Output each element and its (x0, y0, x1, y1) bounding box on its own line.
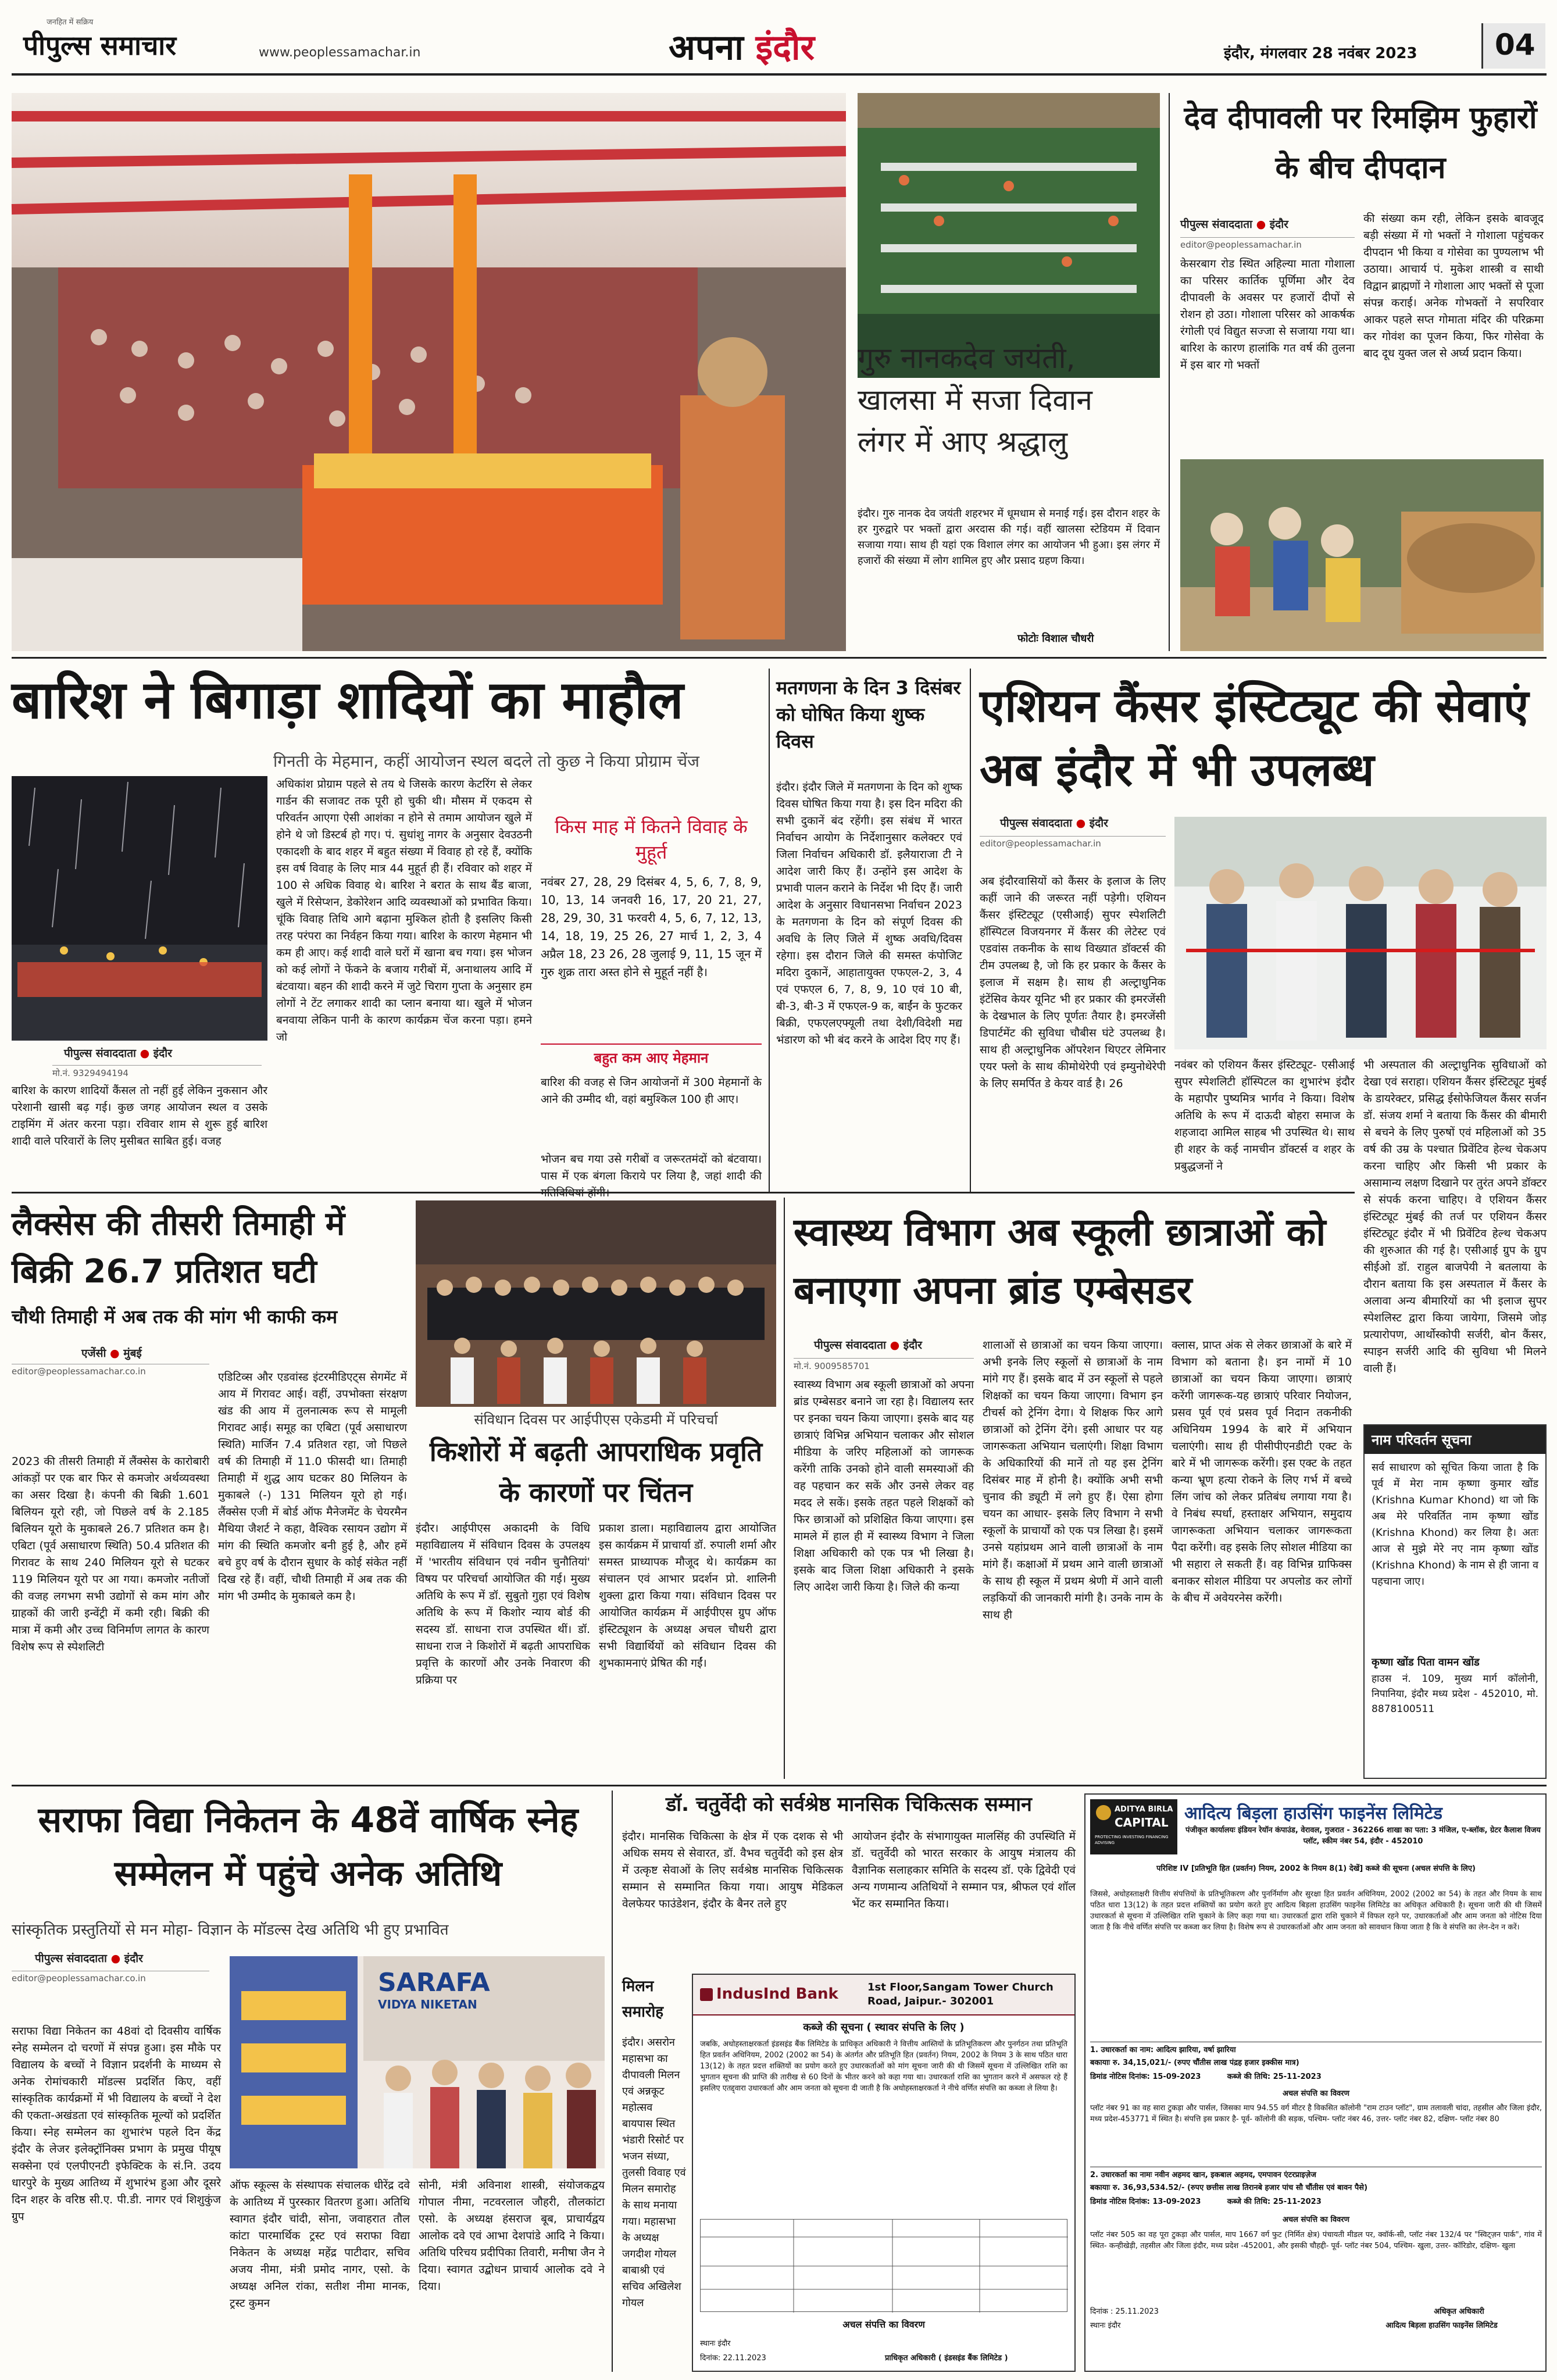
aditya-place: स्थानः इंदौर (1090, 2321, 1121, 2330)
guru-nanak-headline (858, 337, 1160, 512)
dry-day-headline: मतगणना के दिन 3 दिसंबर को घोषित किया शुष्क दिवस (776, 677, 961, 752)
website-link[interactable]: www.peoplessamachar.in (259, 45, 421, 60)
paper-tagline: जनहित में सक्रिय (47, 18, 94, 27)
dateline: इंदौर, मंगलवार 28 नवंबर 2023 (1224, 45, 1417, 62)
section-divider-2 (12, 1192, 1355, 1193)
sarafa-photo (230, 1956, 605, 2168)
lexus-email[interactable]: editor@peoplessamachar.co.in (12, 1364, 209, 1377)
cancer-byline: पीपुल्स संवाददाता ● इंदौर (1000, 817, 1108, 830)
cancer-byline-place: इंदौर (1089, 817, 1108, 830)
aditya-schedule2: अचल संपत्ति का विवरण (1283, 2215, 1349, 2224)
weddings-col1: बारिश के कारण शादियों कैंसल तो नहीं हुई लेकिन नुकसान और परेशानी खासी बढ़ गई। कुछ जगह आयोजन स्थल व उसके टाइमिंग में अंतर करना पड़ा। रविवार शाम से शुरू हुई बारिश शादी वाले परिवारों के लिए मुसीबत साबित हुई। वजह (12, 1084, 267, 1148)
gaushala-photo (1180, 459, 1544, 651)
sarafa-banner (378, 1968, 490, 2011)
aditya-row1-dates: डिमांड नोटिस दिनांक: 15-09-2023 कब्जे की तिथि: 25-11-2023 (1090, 2072, 1322, 2081)
deep-diwali-byline-name: पीपुल्स संवाददाता (1180, 218, 1252, 231)
sarafa-col1: सराफा विद्या निकेतन का 48वां दो दिवसीय वार्षिक स्नेह सम्मेलन दो चरणों में संपन्न हुआ। इस मौके पर विद्यालय के बच्चों ने विज्ञान प्रदर्शनी के माध्यम से अनेक रोमांचकारी मॉडल्स प्रदर्शित किए, वहीं सांस्कृतिक कार्यक्रमों में भी विद्यालय के बच्चों ने देश की एकता-अखंडता एवं सांस्कृतिक मूल्यों को प्रदर्शित किया। स्नेह सम्मेलन का शुभारंभ पहले दिन केंद्र इंदौर के लेजर इलेक्ट्रॉनिक्स प्रभाग के प्रमुख पीयूष सक्सेना एवं एलपीएनटी इफेक्टिक के सं.नि. उदय धारपुरे के मुख्य आतिथ्य में शुभारंभ हुआ और दूसरे दिन शहर के वरिष्ठ सी.ए. पी.डी. नागर एवं शिशुकुंज ग्रुप (12, 2025, 221, 2223)
weddings-byline-name: पीपुल्स संवाददाता (64, 1047, 136, 1060)
sarafa-byline: पीपुल्स संवाददाता ● इंदौर (35, 1952, 143, 1965)
cancer-photo (1174, 817, 1547, 1049)
guru-nanak-caption: इंदौर। गुरु नानक देव जयंती शहरभर में धूमधाम से मनाई गई। इस दौरान शहर के हर गुरुद्वारे पर भक्तों द्वारा अरदास की गई। वहीं खालसा स्टेडियम में दिवान सजाया गया। साथ ही यहां एक विशाल लंगर का आयोजन भी हुआ। इस लंगर में हजारों की संख्या में लोग शामिल हुए और प्रसाद ग्रहण किया। (858, 508, 1160, 567)
cancer-headline: एशियन कैंसर इंस्टिट्यूट की सेवाएं अब इंदौर में भी उपलब्ध (980, 680, 1529, 796)
cancer-col2: नवंबर को एशियन कैंसर इंस्टिट्यूट- एसीआई सुपर स्पेशलिटी हॉस्पिटल का शुभारंभ इंदौर के महापौर पुष्यमित्र भार्गव ने किया। विशेष अतिथि के रूप में दाऊदी बोहरा समाज के शहजादा आमिल साहब भी उपस्थित थे। साथ ही शहर के कई नामचीन डॉक्टर्स व शहर के प्रबुद्धजनों ने (1174, 1059, 1355, 1173)
section-title (669, 22, 815, 70)
weddings-headline: बारिश ने बिगाड़ा शादियों का माहौल (12, 670, 684, 731)
aditya-row2-title: 2. उधारकर्ता का नामः नवीन अहमद खान, इकबाल अहमद, एमपावन एंटरप्राइज़ेज (1090, 2167, 1542, 2181)
sarafa-banner-text: SARAFA (378, 1968, 490, 1997)
paper-logo (23, 27, 267, 67)
few-guests-title: बहुत कम आए मेहमान (594, 1050, 709, 1066)
weddings-byline-place: इंदौर (153, 1047, 172, 1060)
lexus-headline: लैक्सेस की तीसरी तिमाही में बिक्री 26.7 प्रतिशत घटी (12, 1205, 345, 1291)
deep-diwali-email[interactable]: editor@peoplessamachar.in (1180, 237, 1355, 250)
cancer-col3: भी अस्पताल की अल्ट्राधुनिक सुविधाओं को देखा एवं सराहा। एशियन कैंसर इंस्टिट्यूट मुंबई के डायरेक्टर, प्रसिद्ध ईसोफेजियल कैंसर सर्जन डॉ. संजय शर्मा ने बताया कि कैंसर की बीमारी से बचने के लिए पुरुषों एवं महिलाओं को 35 वर्ष की उम्र के पश्चात प्रिवेंटिव हेल्थ चेकअप करना चाहिए और किसी भी प्रकार के असामान्य लक्षण दिखाने पर तुरंत अपने डॉक्टर से संपर्क करना चाहिए। वे एशियन कैंसर इंस्टिट्यूट मुंबई की तर्ज पर एशियन कैंसर इंस्टिट्यूट इंदौर में भी प्रिवेंटिव हेल्थ चेकअप की शुरुआत की गई है। एसीआई ग्रुप के ग्रुप सीईओ डॉ. राहुल बाजपेयी ने बतलाया के दौरान बताया कि इस अस्पताल में कैंसर के अलावा अन्य बीमारियों का भी इलाज सुपर स्पेशलिस्ट द्वारा किया जायेगा, जिसमे जोड़ प्रत्यारोपण, आर्थोस्कोपी सर्जरी, बोन कैंसर, स्पाइन सर्जरी आदि की सुविधा भी मिलने वाली हैं। (1363, 1059, 1547, 1375)
aditya-row2-amount: बकायाः रु. 36,93,534.52/- (रुपए छत्तीस लाख तिरानबे हजार पांच सौ चौंतीस एवं बावन पैसे) (1090, 2184, 1368, 2192)
weddings-byline: पीपुल्स संवाददाता ● इंदौर (64, 1047, 172, 1060)
aditya-schedule1-text: प्लॉट नंबर 91 का वह सारा टुकड़ा और पार्सल, जिसका माप 94.55 वर्ग मीटर है विकसित कॉलोनी "राम टाउन प्लॉट", ग्राम तलावली चांदा, तहसील और जिला इंदौर, मध्य प्रदेश-453771 में स्थित है। संपत्ति इस प्रकार है- पूर्व- कॉलोनी की सड़क, पश्चिम- प्लॉट नंबर 46, उत्तर- प्लॉट नंबर 82, दक्षिण- प्लॉट नंबर 80 (1090, 2104, 1542, 2124)
aditya-body: जिससे, अधोहस्ताक्षरी वित्तीय संपत्तियों के प्रतिभूतिकरण और पुनर्निर्माण और सुरक्षा हित प्रवर्तन अधिनियम, 2002 (2002 का 54) के तहत और नियम के साथ पठित धारा 13(12) के तहत प्रदत्त शक्तियों का प्रयोग करते हुए आदित्य बिड़ला हाउसिंग फाइनेंस लिमिटेड का अधिकृत अधिकारी है। सूचना जारी की थी जिसमें उधारकर्ता से सूचना में उल्लिखित राशि चुकाने के लिए कहा गया था। उधारकर्ता द्वारा राशि चुकाने में विफल रहने पर, उधारकर्ताओं और आम जनता को नोटिस दिया जाता है कि नीचे वर्णित संपत्ति पर कब्जा कर लिया है। विशेष रूप से उधारकर्ताओं और आम जनता को सावधान किया जाता है कि वे संपत्ति का लेन-देन न करें। (1090, 1890, 1542, 1932)
indusind-notice-title: कब्जे की सूचना ( स्थावर संपत्ति के लिए ) (803, 2021, 965, 2034)
few-guests-text: बारिश की वजह से जिन आयोजनों में 300 मेहमानों के आने की उम्मीद थी, वहां बमुश्किल 100 ही आए। (541, 1076, 762, 1106)
health-divider (784, 1198, 785, 1779)
weddings-col2: अधिकांश प्रोग्राम पहले से तय थे जिसके कारण केटरिंग से लेकर गार्डन की सजावट तक पूरी हो चुकी थी। मौसम में एकदम से परिवर्तन आएगा ऐसी आशंका न होने से तमाम आयोजन खुले में होने थे जो डिस्टर्ब हो गए। पं. सुधांशु नागर के अनुसार देवउठनी एकादशी के बाद शहर में बहुत संख्या में विवाह हो रहे हैं, क्योंकि इस वर्ष विवाह के लिए मात्र 44 मुहूर्त ही हैं। रविवार को शहर में 100 से अधिक विवाह थे। बारिश ने बरात के साथ बैंड बाजा, खुले में रिसेप्शन, डेकोरेशन आदि व्यवस्थाओं को प्रभावित किया। चूंकि विवाह तिथि आगे बढ़ाना मुश्किल होती है इसलिए किसी तरह परंपरा का निर्वहन किया गया। बारिश के कारण मेहमान भी कम ही आए। कई शादी वाले घरों में खाना बच गया। इस भोजन को कई लोगों ने फेंकने के बजाय गरीबों में, अनाथालय आदि में बंटवाया। बहन की शादी करने में जुटे चिराग गुप्ता के अनुसार हम लोगों ने टेंट लगाकर शादी का प्लान बनाया था। खुले में भोजन बनवाया लेकिन पानी के कारण कार्यक्रम चेंज करना पड़ा। हमने जो (276, 778, 532, 1044)
cancer-col1: अब इंदौरवासियों को कैंसर के इलाज के लिए कहीं जाने की जरूरत नहीं पड़ेगी। एशियन कैंसर इंस्टिट्यूट (एसीआई) सुपर स्पेशलिटी हॉस्पिटल विजयनगर में कैंसर की लेटेस्ट एवं एडवांस तकनीक के साथ विख्यात डॉक्टर्स की टीम उपलब्ध है, जो कि हर प्रकार के कैंसर के इलाज में सक्षम है। साथ ही अल्ट्राधुनिक इंटेंसिव केयर यूनिट भी हर प्रकार की इमरजेंसी के देखभाल के लिए पूर्णतः तैयार है। इमरजेंसी डिपार्टमेंट की सुविधा चौबीस घंटे उपलब्ध है। साथ ही अल्ट्राधुनिक ऑपरेशन थिएटर लेमिनार एयर फ्लो के साथ कीमोथेरेपी एवं इम्युनोथेरेपी के लिए समर्पित डे केयर वार्ड है। 26 (980, 875, 1166, 1090)
muhurat-box-title: किस माह में कितने विवाह के मुहूर्त (555, 816, 748, 863)
darbar-photo-image (12, 93, 846, 651)
guru-nanak-photo-credit: फोटोः विशाल चौधरी (1017, 632, 1094, 645)
muhurat-box-text: नवंबर 27, 28, 29 दिसंबर 4, 5, 6, 7, 8, 9, 10, 13, 14 जनवरी 16, 17, 20 21, 27, 28, 29, 30, 31 फरवरी 4, 5, 6, 7, 12, 13, 14, 18, 19, 25 26, 27 मार्च 1, 2, 3, 4 अप्रैल 18, 23 26, 28 जुलाई 9, 11, 15 जून में गुरु शुक्र तारा अस्त होने से मुहूर्त नहीं है। (541, 875, 762, 979)
aditya-schedule2-text: प्लॉट नंबर 505 का वह पूरा टुकड़ा और पार्सल, माप 1667 वर्ग फुट (निर्मित क्षेत्र) पंचायती मीडल पर, क्वॉर्क-सी, प्लॉट नंबर 132/4 पर "स्विट्ज़न पार्क", गांव में स्थित- कन्हीखेड़ी, तहसील और जिला इंदौर, मध्य प्रदेश -452001, और इसकी चौहद्दी- पूर्व- प्लॉट नंबर 504, पश्चिम- खुला, उत्तर- कॉरिडोर, दक्षिण- खुला (1090, 2231, 1542, 2250)
sarafa-subhead: सांस्कृतिक प्रस्तुतियों से मन मोहा- विज्ञान के मॉडल्स देख अतिथि भी हुए प्रभावित (12, 1921, 449, 1939)
deep-diwali-byline-place: इंदौर (1269, 218, 1288, 231)
aditya-reg-office: पंजीकृत कार्यालयः इंडियन रेयॉन कंपाउंड, वेरावल, गुजरात - 362266 शाखा का पता: 3 मंजिल, ए-ब्लॉक, ग्रेटर कैलाश विजय प्लॉट, स्कीम नंबर 54, इंदौर - 452010 (1185, 1826, 1541, 1846)
weddings-phone: मो.नं. 9329494194 (52, 1065, 262, 1079)
section-divider-3 (12, 1785, 1547, 1786)
aditya-logo-line2: CAPITAL (1115, 1816, 1169, 1829)
health-headline: स्वास्थ्य विभाग अब स्कूली छात्राओं को बनाएगा अपना ब्रांड एम्बेसडर (794, 1210, 1326, 1313)
indusind-body: जबकि, अधोहस्ताक्षरकर्ता इंडसइंड बैंक लिमिटेड के प्राधिकृत अधिकारी ने वित्तीय आस्तियों के प्रतिभूतिकरण और पुनर्गठन तथा प्रतिभूति हित प्रवर्तन अधिनियम, 2002 (2002 का 54) के अंतर्गत और प्रतिभूति हित (प्रवर्तन) नियम, 2002 के नियम 3 के साथ पठित धारा 13(12) के तहत प्रदत्त शक्तियों का प्रयोग करते हुए उधारकर्ताओं को मांग सूचना जारी की थी जिसमें सूचना में उल्लिखित राशि का भुगतान सूचना की प्राप्ति की तारीख से 60 दिनों के भीतर करने को कहा गया था। उधारकर्ता राशि का भुगतान करने में असफल रहे हैं इसलिए एतद्द्वारा उधारकर्ता और आम जनता को सूचना दी जाती है कि अधोहस्ताक्षरकर्ता ने नीचे वर्णित संपत्ति का कब्जा ले लिया है। (700, 2040, 1067, 2093)
indusind-table-grid (701, 2220, 1068, 2313)
cancer-byline-name: पीपुल्स संवाददाता (1000, 817, 1072, 830)
indusind-sign: प्राधिकृत अधिकारी ( इंडसइंड बैंक लिमिटेड ) (885, 2354, 1008, 2363)
rain-photo-image (12, 776, 267, 1041)
indusind-logo-icon (700, 1988, 713, 2001)
ips-headline: किशोरों में बढ़ती आपराधिक प्रवृति के कारणों पर चिंतन (429, 1436, 763, 1508)
page-number-box (1481, 23, 1545, 69)
health-col3: क्लास, प्राप्त अंक से लेकर छात्राओं के बारे में विभाग को बताना है। इन नामों में 10 छात्राओं का चयन किया जाएगा। छात्राएं करेंगी जागरूक-यह छात्राएं परिवार नियोजन, प्रसव पूर्व एवं प्रसव पूर्व निदान तकनीकी अधिनियम 1994 के बारे में अभियान चलाएंगी। साथ ही पीसीपीएनडीटी एक्ट के बारे में भी जागरूक करेंगी। इस एक्ट के तहत कन्या भ्रूण हत्या रोकने के लिए गर्भ में बच्चे लिंग जांच को लेकर प्रतिबंध लगाया गया है। वे निबंध स्पर्धा, हस्ताक्षर अभियान, समुदाय जागरूकता अभियान चलाकर जागरूकता पैदा करेंगी। वह इसके लिए सोशल मीडिया का भी सहारा ले सकती हैं। वह विभिन्न ग्राफिक्स बनाकर सोशल मीडिया पर अपलोड कर लोगों के बीच में अवेयरनेस करेंगी। (1172, 1339, 1352, 1604)
section-divider-1 (12, 657, 1547, 659)
aditya-row1-amount: बकायाः रु. 34,15,021/- (रुपए चौंतीस लाख पंद्रह हजार इक्कीस मात्र) (1090, 2059, 1299, 2067)
dry-day-text: इंदौर। इंदौर जिले में मतगणना के दिन को शुष्क दिवस घोषित किया गया है। इस दिन मदिरा की सभी दुकानें बंद रहेंगी। इस संबंध में भारत निर्वाचन आयोग के निर्देशानुसार कलेक्टर एवं जिला निर्वाचन अधिकारी डॉ. इलैयाराजा टी ने आदेश जारी किए हैं। उन्होंने इस आदेश के प्रभावी पालन कराने के निर्देश भी दिए हैं। जारी आदेश के अनुसार विधानसभा निर्वाचन 2023 के मतगणना के दिन को संपूर्ण दिवस की अवधि के लिए जिले में शुष्क अवधि/दिवस रहेगा। इस दौरान जिले की समस्त कंपोजिट मदिरा दुकानें, आहातायुक्त एफएल-2, 3, 4 एवं एफएल 6, 7, 8, 9, 10 एवं 10 बी, बी-3, बी-3 में एफएल-9 क, बाईंन के फुटकर बिक्री, एफएलएफ्यूली तथा देशी/विदेशी मद्य भंडारण को भी बंद करने के आदेश दिए गए हैं। (776, 781, 962, 1046)
cancer-email[interactable]: editor@peoplessamachar.in (980, 836, 1166, 849)
rain-photo (12, 776, 267, 1041)
health-byline-name: पीपुल्स संवाददाता (814, 1339, 886, 1352)
indusind-table (700, 2219, 1067, 2312)
sarafa-byline-name: पीपुल्स संवाददाता (35, 1952, 107, 1965)
chaturvedi-headline: डॉ. चतुर्वेदी को सर्वश्रेष्ठ मानसिक चिकित्सक सम्मान (666, 1793, 1032, 1816)
sarafa-col3: सोनी, मंत्री अविनाश शास्त्री, संयोजकद्वय गोपाल नीमा, नटवरलाल जौहरी, तौलकांटा एसो. के अध्यक्ष हंसराज बूब, प्राचार्यद्वय आलोक दवे एवं आभा देशपांडे आदि ने किया। अतिथि परिचय प्रदीपिका तिवारी, मनीषा जैन ने दिया। स्वागत उद्बोधन प्राचार्य आलोक दवे ने दिया। (419, 2179, 605, 2293)
chaturvedi-divider (612, 1791, 613, 2372)
deep-diwali-headline: देव दीपावली पर रिमझिम फुहारों के बीच दीपदान (1184, 101, 1537, 185)
name-change-text: सर्व साधारण को सूचित किया जाता है कि पूर्व में मेरा नाम कृष्णा कुमार खोंड (Krishna Kumar Khond) था जो कि अब मेरे परिवर्तित नाम कृष्णा खोंड (Krishna Khond) कर लिया है। अतः आज से मुझे मेरे नए नाम कृष्णा खोंड (Krishna Khond) के नाम से ही जाना व पहचाना जाए। (1372, 1461, 1538, 1588)
ips-photo (416, 1200, 776, 1407)
cancer-photo-image (1174, 817, 1547, 1049)
weddings-subhead: गिनती के मेहमान, कहीं आयोजन स्थल बदले तो कुछ ने किया प्रोग्राम चेंज (273, 752, 699, 771)
health-byline-place: इंदौर (903, 1339, 922, 1352)
health-phone: मो.नं. 9009585701 (794, 1358, 974, 1372)
milan-text: इंदौर। असरोन महासभा का दीपावली मिलन एवं अन्नकूट महोत्सव बायपास स्थित भंडारी रिसोर्ट पर भजन संध्या, तुलसी विवाह एवं मिलन समारोह के साथ मनाया गया। महासभा के अध्यक्ष जगदीश गोयल बाबाश्री एवं सचिव अखिलेश गोयल (622, 2036, 686, 2309)
ips-col1: इंदौर। आईपीएस अकादमी के विधि महाविद्यालय में संविधान दिवस के उपलक्ष्य में 'भारतीय संविधान एवं नवीन चुनौतियां' विषय पर परिचर्चा आयोजित की गई। मुख्य अतिथि के रूप में डॉ. सुबुतो गुहा एवं विशेष अतिथि के रूप में किशोर न्याय बोर्ड की सदस्य डॉ. साधना राज उपस्थित थीं। डॉ. साधना राज ने किशोरों में बढ़ती आपराधिक प्रवृत्ति के कारणों और उनके निवारण की प्रक्रिया पर (416, 1522, 590, 1686)
indusind-date: दिनांक: 22.11.2023 (700, 2354, 766, 2363)
indusind-header (693, 1975, 1074, 2016)
aditya-notice-heading: परिशिष्ट IV [प्रतिभूति हित (प्रवर्तन) नियम, 2002 के नियम 8(1) देखें] कब्जे की सूचना (अचल संपत्ति के लिए) (1156, 1864, 1476, 1873)
indusind-place: स्थानः इंदौर (700, 2339, 731, 2348)
lexus-col2: एडिटिव्स और एडवांस्ड इंटरमीडिएट्स सेगमेंट में आय में गिरावट आई। वहीं, उपभोक्ता संरक्षण खंड की आय में तुलनात्मक रूप से मामूली गिरावट आई। समूह का एबिटा (पूर्व असाधारण स्थिति) मार्जिन 7.4 प्रतिशत रहा, जो पिछले वर्ष की तिमाही में 11.0 फीसदी था। तिमाही तिमाही में शुद्ध आय घटकर 80 मिलियन के मुकाबले (-) 131 मिलियन यूरो हो गई। लैंक्सेस एजी में बोर्ड ऑफ मैनेजमेंट के चेयरमैन मैथिया जैशर्ट ने कहा, वैश्विक रसायन उद्योग में मांग की स्थिति कमजोर बनी हुई है, और हमें बचे हुए वर्ष के दौरान सुधार के कोई संकेत नहीं दिख रहे हैं। वहीं, चौथी तिमाही में अब तक की मांग भी उम्मीद के मुकाबले कम है। (218, 1371, 407, 1603)
health-col2: शालाओं से छात्राओं का चयन किया जाएगा। अभी इनके लिए स्कूलों से छात्राओं के नाम मांगे गए हैं। इसके बाद में उन स्कूलों से पहले शिक्षकों का चयन किया जाएगा। विभाग इन टीचर्स को ट्रेनिंग देगा। ये शिक्षक फिर आगे छात्राओं को ट्रेनिंग देंगे। इसी आधार पर यह जागरूकता अभियान चलाएंगी। शिक्षा विभाग के अधिकारियों की मानें तो यह इस ट्रेनिंग दिसंबर माह में होनी है। क्योंकि अभी सभी चुनाव की ड्यूटी में लगे हुए हैं। ऐसा होगा चयन का आधार- इसके लिए विभाग ने सभी स्कूलों के प्राचार्यों को एक पत्र लिखा है। इसमें उनसे यहांप्रथम आने वाली छात्राओं के नाम मांगे हैं। कक्षाओं में प्रथम आने वाली छात्राओं के साथ ही स्कूल में प्रथम श्रेणी में आने वाली लड़कियों की जानकारी मांगी है। उनके नाम के साथ ही (983, 1339, 1163, 1621)
dry-day-divider (769, 669, 770, 1192)
aditya-logo (1090, 1799, 1177, 1854)
page-number: 04 (1495, 28, 1535, 62)
deep-diwali-col1: केसरबाग रोड स्थित अहिल्या माता गोशाला का परिसर कार्तिक पूर्णिमा और देव दीपावली के अवसर पर हजारों दीपों से रोशन हो उठा। गोशाला परिसर को आकर्षक रंगोली एवं विद्युत सज्जा से सजाया गया था। बारिश के कारण हालांकि गत वर्ष की तुलना में इस बार गो भक्तों (1180, 258, 1355, 371)
guru-nanak-headline-2: खालसा में सजा दिवान (858, 383, 1092, 417)
aditya-logo-icon (1096, 1805, 1111, 1820)
name-change-signature: कृष्णा खोंड पिता वामन खोंड (1372, 1656, 1480, 1668)
chaturvedi-col1: इंदौर। मानसिक चिकित्सा के क्षेत्र में एक दशक से भी अधिक समय से सेवारत, डॉ. वैभव चतुर्वेदी को इस क्षेत्र में उत्कृष्ट सेवाओं के लिए सर्वश्रेष्ठ मानसिक चिकित्सक सम्मान से सम्मानित किया गया। आयुष मेडिकल वेलफेयर फाउंडेशन, इंदौर के बैनर तले हुए (622, 1830, 843, 1910)
indusind-logo (700, 1985, 838, 2003)
name-change-title: नाम परिवर्तन सूचना (1365, 1425, 1545, 1454)
aditya-birla-ad (1084, 1793, 1547, 2372)
indusind-brand: IndusInd Bank (716, 1985, 838, 2003)
indusind-schedule-title: अचल संपत्ति का विवरण (842, 2319, 925, 2330)
sarafa-col2: ऑफ स्कूल्स के संस्थापक संचालक धीरेंद्र दवे के आतिथ्य में पुरस्कार वितरण हुआ। अतिथि स्वागत इंदौर चांदी, सोना, जवाहरात तौल कांटा पारमार्थिक ट्रस्ट एवं सराफा विद्या निकेतन के अध्यक्ष महेंद्र पाटीदार, सचिव अजय नीमा, मंत्री प्रमोद नागर, एसो. के अध्यक्ष अनिल रांका, सतीश नीमा मानक, ट्रस्ट कुमन (230, 2179, 410, 2310)
sarafa-email[interactable]: editor@peoplessamachar.co.in (12, 1971, 209, 1984)
few-guests-box (541, 1044, 762, 1154)
section-part1: अपना (669, 27, 744, 68)
section-part2: इंदौर (755, 27, 815, 68)
langar-photo (858, 93, 1160, 378)
guru-nanak-headline-1: गुरु नानकदेव जयंती, (858, 341, 1076, 375)
deep-diwali-col2: की संख्या कम रही, लेकिन इसके बावजूद बड़ी संख्या में गो भक्तों ने गोशाला पहुंचकर दीपदान भी किया व गोसेवा का पुण्यलाभ भी उठाया। आचार्य पं. मुकेश शास्त्री व साथी विद्वान ब्राह्मणों ने गोशाला आए भक्तों से पूजा संपन्न कराई। अनेक गोभक्तों ने सपरिवार आकर पहले सप्त गोमाता मंदिर की परिक्रमा कर गोवंश का पूजन किया, फिर गोसेवा के बाद दूध युक्त जल से अर्घ्य प्रदान किया। (1363, 212, 1544, 360)
top-col-divider (1169, 93, 1170, 651)
weddings-col3: भोजन बच गया उसे गरीबों व जरूरतमंदों को बंटवाया। पास में एक बंगला किराये पर लिया है, जहां शादी की (541, 1153, 762, 1182)
lexus-byline: एजेंसी ● मुंबई (81, 1347, 142, 1360)
aditya-sign2: आदित्य बिड़ला हाउसिंग फाइनेंस लिमिटेड (1385, 2321, 1498, 2330)
name-change-notice (1363, 1424, 1547, 1779)
indusind-ad (692, 1974, 1076, 2372)
aditya-sign1: अधिकृत अधिकारी (1434, 2307, 1484, 2316)
health-byline: पीपुल्स संवाददाता ● इंदौर (814, 1339, 922, 1352)
ips-col2: प्रकाश डाला। महाविद्यालय द्वारा आयोजित इस कार्यक्रम में प्राचार्या डॉ. रुपाली शर्मा और समस्त प्राध्यापक मौजूद थे। कार्यक्रम का संचालन एवं आभार प्रदर्शन प्रो. शालिनी शुक्ला द्वारा किया गया। संविधान दिवस पर आयोजित कार्यक्रम में आईपीएस ग्रुप ऑफ इंस्टिट्यूशन के अध्यक्ष अचल चौधरी द्वारा सभी विद्यार्थियों को संविधान दिवस की शुभकामनाएं प्रेषित की गईं। (599, 1522, 776, 1670)
deep-diwali-byline: पीपुल्स संवाददाता ● इंदौर (1180, 218, 1288, 231)
muhurat-box (541, 814, 762, 1035)
masthead (0, 0, 1557, 76)
lexus-subhead: चौथी तिमाही में अब तक की मांग भी काफी कम (12, 1306, 338, 1328)
cancer-divider (970, 669, 971, 1192)
health-col1: स्वास्थ्य विभाग अब स्कूली छात्राओं को अपना ब्रांड एम्बेसडर बनाने जा रहा है। विद्यालय स्तर पर इनका चयन किया जाएगा। इसके बाद यह छात्राएं विभिन्न अभियान चलाकर और सोशल मीडिया के जरिए महिलाओं को जागरूक करेंगी ताकि उनको होने वाली समस्याओं की वह पहचान कर सकें और उनसे लेकर वह मदद ले सकें। इसके तहत पहले शिक्षकों को फिर छात्राओं को प्रशिक्षित किया जाएगा। इस मामले में हाल ही में स्वास्थ्य विभाग ने जिला शिक्षा अधिकारी को एक पत्र भी लिखा है। इसके बाद जिला शिक्षा अधिकारी ने इसके लिए आदेश जारी किया है। जिले की कन्या (794, 1378, 974, 1593)
lexus-col1: 2023 की तीसरी तिमाही में लैंक्सेस के कारोबारी आंकड़ों पर एक बार फिर से कमजोर अर्थव्यवस्था का असर दिखा है। कंपनी की बिक्री 1.601 बिलियन यूरो रही, जो पिछले वर्ष के 2.185 बिलियन यूरो के मुकाबले 26.7 प्रतिशत कम है। एबिटा (पूर्व असाधारण स्थिति) 50.4 प्रतिशत की गिरावट के साथ 240 मिलियन यूरो से घटकर 119 मिलियन यूरो पर आ गया। कमजोर नतीजों की वजह लगभग सभी उद्योगों से कम मांग और ग्राहकों की जारी इन्वेंट्री में कमी रही। बिक्री की मात्रा में कमी और उच्च विनिर्माण लागत के कारण विशेष रूप से स्पेशलिटी (12, 1455, 209, 1653)
sarafa-banner-text2: VIDYA NIKETAN (378, 1997, 477, 2011)
aditya-title: आदित्य बिड़ला हाउसिंग फाइनेंस लिमिटेड (1184, 1803, 1442, 1824)
lexus-byline-place: मुंबई (123, 1347, 142, 1360)
aditya-logo-tag: PROTECTING INVESTING FINANCING ADVISING (1095, 1835, 1169, 1845)
guru-nanak-headline-3: लंगर में आए श्रद्धालु (858, 425, 1068, 459)
indusind-address: 1st Floor,Sangam Tower Church Road, Jaipur.- 302001 (867, 1981, 1054, 2007)
paper-name: पीपुल्स समाचार (23, 30, 177, 61)
aditya-date: दिनांक : 25.11.2023 (1090, 2307, 1159, 2316)
ips-caption: संविधान दिवस पर आईपीएस एकेडमी में परिचर्चा (474, 1411, 718, 1428)
chaturvedi-col2: आयोजन इंदौर के संभागायुक्त मालसिंह की उपस्थिति में डॉ. चतुर्वेदी को भारत सरकार के आयुष मंत्रालय की वैज्ञानिक सलाहकार समिति के सदस्य डॉ. एके द्विवेदी एवं अन्य गणमान्य अतिथियों ने सम्मान पत्र, श्रीफल एवं शॉल भेंट कर सम्मानित किया। (852, 1830, 1076, 1910)
gaushala-photo-image (1180, 459, 1544, 651)
ips-photo-image (416, 1200, 776, 1407)
lexus-byline-name: एजेंसी (81, 1347, 106, 1360)
name-change-address: हाउस नं. 109, मुख्य मार्ग कॉलोनी, निपानिया, इंदौर मध्य प्रदेश - 452010, मो. 8878100511 (1372, 1673, 1538, 1715)
aditya-row1-title: 1. उधारकर्ता का नाम: आदित्य झारिया, वर्षा झारिया (1090, 2042, 1542, 2056)
sarafa-headline: सराफा विद्या निकेतन के 48वें वार्षिक स्नेह सम्मेलन में पहुंचे अनेक अतिथि (38, 1800, 578, 1894)
sarafa-byline-place: इंदौर (124, 1952, 143, 1965)
darbar-photo (12, 93, 846, 651)
aditya-logo-line1: ADITYA BIRLA (1115, 1805, 1173, 1814)
aditya-schedule1: अचल संपत्ति का विवरण (1283, 2089, 1349, 2098)
aditya-row2-dates: डिमांड नोटिस दिनांक: 13-09-2023 कब्जे की तिथि: 25-11-2023 (1090, 2197, 1322, 2206)
langar-photo-image (858, 93, 1160, 378)
milan-headline: मिलन समारोह (622, 1978, 664, 2021)
masthead-divider (12, 73, 1547, 76)
